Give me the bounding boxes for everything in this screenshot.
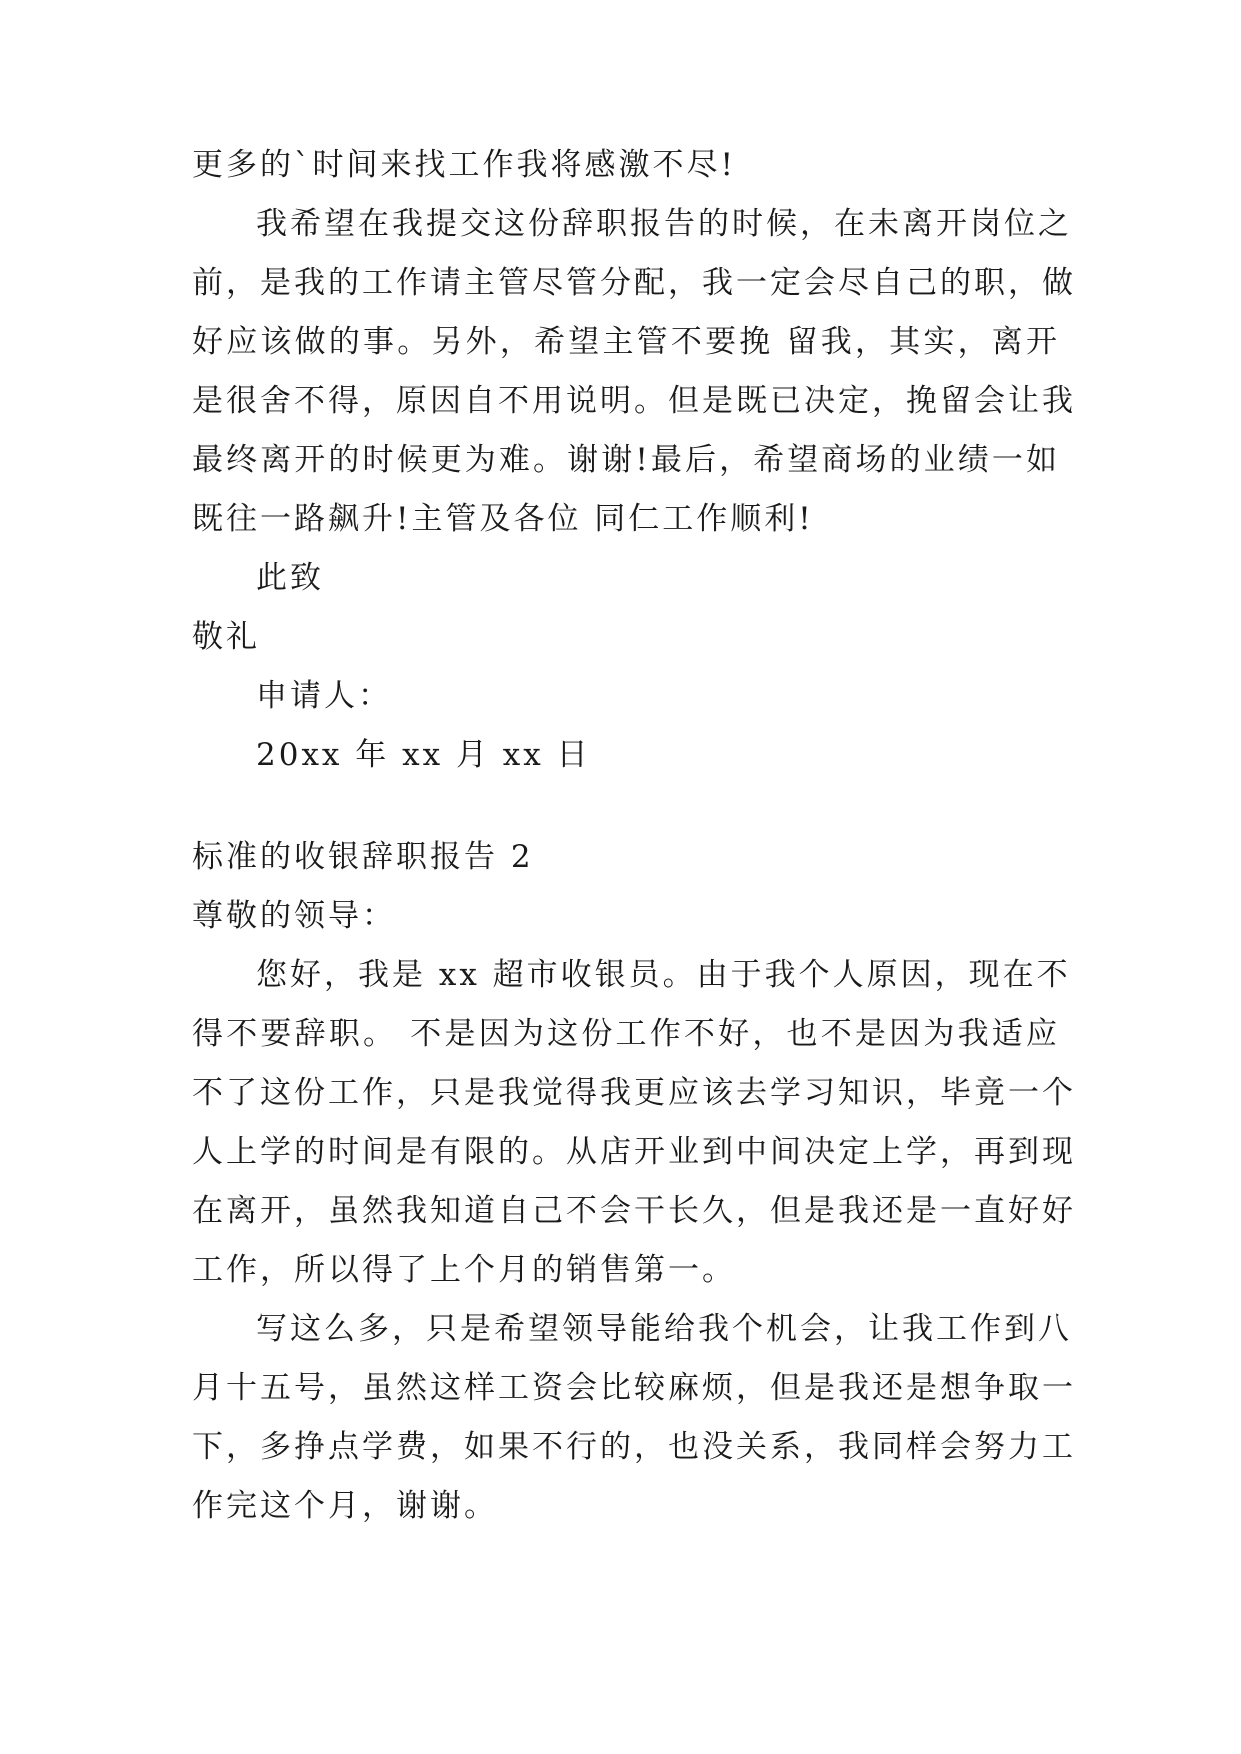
paragraph-line: 月十五号，虽然这样工资会比较麻烦，但是我还是想争取一 — [192, 1370, 1076, 1406]
paragraph-line: 工作，所以得了上个月的销售第一。 — [192, 1252, 736, 1288]
section-title: 标准的收银辞职报告 2 — [192, 839, 534, 875]
section-2 — [192, 828, 1076, 1536]
paragraph-line: 既往一路飙升!主管及各位 同仁工作顺利! — [192, 501, 814, 537]
closing-line: 此致 — [256, 560, 324, 596]
paragraph-line: 您好，我是 xx 超市收银员。由于我个人原因，现在不 — [256, 957, 1071, 993]
paragraph-line: 作完这个月，谢谢。 — [192, 1488, 498, 1524]
paragraph-line: 得不要辞职。 不是因为这份工作不好，也不是因为我适应 — [192, 1016, 1060, 1052]
paragraph-line: 前，是我的工作请主管尽管分配，我一定会尽自己的职，做 — [192, 265, 1076, 301]
paragraph-line: 写这么多，只是希望领导能给我个机会，让我工作到八 — [256, 1311, 1072, 1347]
paragraph-line: 不了这份工作，只是我觉得我更应该去学习知识，毕竟一个 — [192, 1075, 1076, 1111]
paragraph-line: 是很舍不得，原因自不用说明。但是既已决定，挽留会让我 — [192, 383, 1076, 419]
section-1 — [192, 136, 1076, 785]
paragraph-line: 人上学的时间是有限的。从店开业到中间决定上学，再到现 — [192, 1134, 1076, 1170]
paragraph-line: 好应该做的事。另外，希望主管不要挽 留我，其实，离开 — [192, 324, 1060, 360]
paragraph-line: 在离开，虽然我知道自己不会干长久，但是我还是一直好好 — [192, 1193, 1076, 1229]
applicant-label: 申请人： — [256, 678, 392, 714]
paragraph-line: 下，多挣点学费，如果不行的，也没关系，我同样会努力工 — [192, 1429, 1076, 1465]
date-line: 20xx 年 xx 月 xx 日 — [256, 737, 591, 773]
greeting-line: 尊敬的领导： — [192, 898, 396, 934]
paragraph-line: 最终离开的时候更为难。谢谢!最后，希望商场的业绩一如 — [192, 442, 1060, 478]
salute-line: 敬礼 — [192, 619, 260, 655]
paragraph-line: 我希望在我提交这份辞职报告的时候，在未离开岗位之 — [256, 206, 1072, 242]
continuation-line: 更多的`时间来找工作我将感激不尽! — [192, 147, 736, 183]
